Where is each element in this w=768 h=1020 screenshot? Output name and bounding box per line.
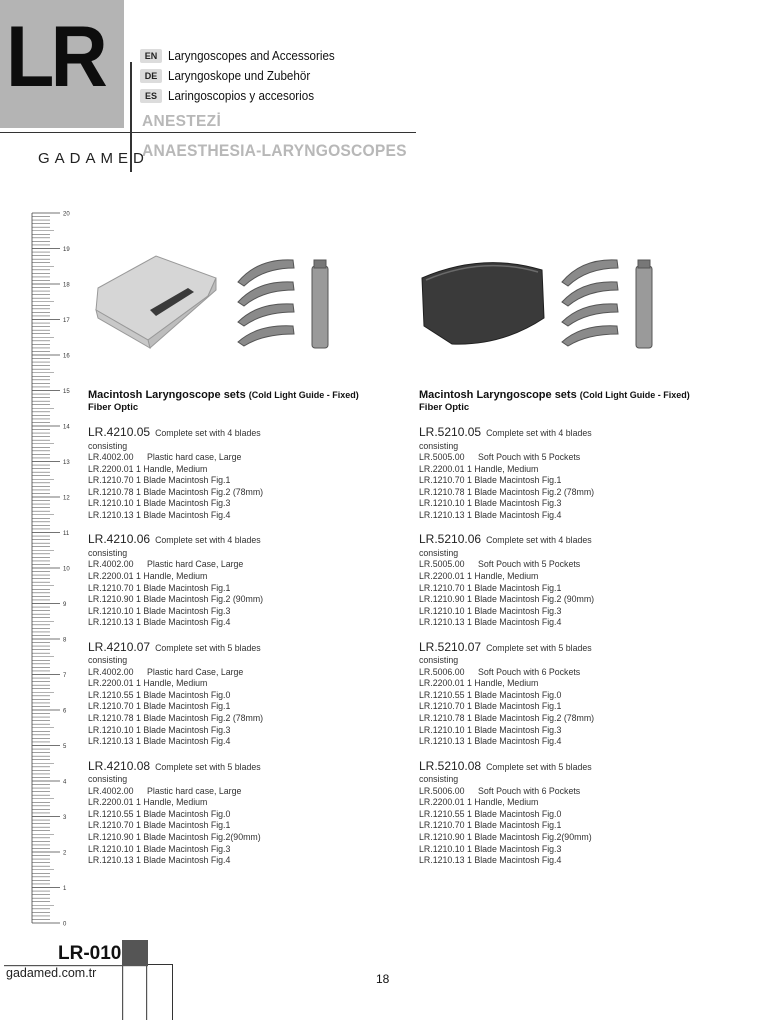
item-description: 1 Blade Macintosh Fig.0 xyxy=(136,689,231,700)
set-code: LR.4210.08 xyxy=(88,758,151,773)
set-header xyxy=(88,534,408,547)
set-description: Complete set with 4 blades xyxy=(486,535,592,546)
item-code: LR.5006.00 xyxy=(419,666,465,677)
language-badge-es: ES xyxy=(140,89,162,103)
item-code: LR.1210.13 xyxy=(88,617,134,628)
item-description: 1 Blade Macintosh Fig.1 xyxy=(136,701,231,712)
item-code: LR.1210.13 xyxy=(419,617,465,628)
footer-vertical-rule xyxy=(172,964,173,1020)
item-code: LR.1210.90 xyxy=(88,831,134,842)
set-header xyxy=(419,758,739,774)
set-item-row xyxy=(88,464,408,476)
set-item-row xyxy=(419,583,739,595)
item-code: LR.2200.01 xyxy=(88,797,134,808)
set-item-row xyxy=(419,701,739,713)
item-description: 1 Blade Macintosh Fig.1 xyxy=(136,582,231,593)
product-set xyxy=(419,534,739,628)
item-description: 1 Blade Macintosh Fig.3 xyxy=(467,843,562,854)
item-code: LR.1210.78 xyxy=(88,713,134,724)
item-description: 1 Blade Macintosh Fig.4 xyxy=(467,617,562,628)
set-item-row xyxy=(88,498,408,510)
set-code: LR.4210.06 xyxy=(88,532,151,547)
language-row-es xyxy=(140,88,325,104)
product-set xyxy=(419,758,739,867)
footer-spacer xyxy=(0,964,4,968)
ruler-label: 7 xyxy=(63,673,67,679)
product-set xyxy=(88,639,408,748)
set-description: Complete set with 5 blades xyxy=(486,642,592,653)
set-item-row xyxy=(88,820,408,832)
set-item-row xyxy=(419,678,739,690)
ruler-label: 20 xyxy=(63,211,70,218)
item-code: LR.1210.13 xyxy=(419,736,465,747)
item-description: 1 Blade Macintosh Fig.0 xyxy=(467,808,562,819)
item-description: 1 Blade Macintosh Fig.4 xyxy=(467,509,562,520)
item-code: LR.1210.70 xyxy=(419,820,465,831)
item-code: LR.1210.55 xyxy=(88,689,134,700)
item-code: LR.1210.55 xyxy=(419,689,465,700)
item-description: 1 Blade Macintosh Fig.1 xyxy=(467,582,562,593)
set-item-row xyxy=(419,809,739,821)
language-row-en xyxy=(140,48,347,64)
ruler-label: 5 xyxy=(63,744,67,750)
product-subtitle: Fiber Optic xyxy=(419,402,470,413)
ruler-label: 13 xyxy=(63,460,70,466)
set-item-row xyxy=(88,690,408,702)
item-description: 1 Blade Macintosh Fig.2 (78mm) xyxy=(467,486,595,497)
item-description: 1 Handle, Medium xyxy=(136,678,208,689)
set-header xyxy=(419,534,739,547)
item-code: LR.1210.10 xyxy=(419,843,465,854)
set-item-row xyxy=(419,786,739,798)
set-header xyxy=(419,639,739,655)
set-description: Complete set with 4 blades xyxy=(155,535,261,546)
item-code: LR.1210.55 xyxy=(419,808,465,819)
item-code: LR.1210.70 xyxy=(88,475,134,486)
item-code: LR.2200.01 xyxy=(88,678,134,689)
language-row-de xyxy=(140,68,321,84)
item-code: LR.1210.70 xyxy=(88,582,134,593)
item-code: LR.1210.90 xyxy=(419,594,465,605)
set-code: LR.5210.05 xyxy=(419,425,482,439)
set-item-row xyxy=(88,559,408,571)
item-description: 1 Blade Macintosh Fig.4 xyxy=(136,509,231,520)
set-item-row xyxy=(88,594,408,606)
item-code: LR.4002.00 xyxy=(88,785,134,796)
item-code: LR.2200.01 xyxy=(419,463,465,474)
item-code: LR.4002.00 xyxy=(88,666,134,677)
set-item-row xyxy=(419,690,739,702)
set-description: Complete set with 4 blades xyxy=(486,428,592,438)
ruler-label: 4 xyxy=(63,779,67,786)
item-description: 1 Handle, Medium xyxy=(467,678,539,689)
item-description: 1 Handle, Medium xyxy=(467,463,539,474)
set-item-row xyxy=(88,571,408,583)
product-subtitle: Fiber Optic xyxy=(88,402,139,413)
set-item-row xyxy=(88,713,408,725)
laryngoscope-blades-image xyxy=(238,260,294,346)
ruler-label: 3 xyxy=(63,815,67,821)
language-title-es: Laringoscopios y accesorios xyxy=(168,89,315,103)
website-url: gadamed.com.tr xyxy=(6,966,97,980)
item-description: 1 Blade Macintosh Fig.4 xyxy=(136,736,231,747)
set-item-row xyxy=(419,487,739,499)
item-description: 1 Handle, Medium xyxy=(136,797,208,808)
language-title-de: Laryngoskope und Zubehör xyxy=(168,69,311,83)
set-item-row xyxy=(419,559,739,571)
item-code: LR.2200.01 xyxy=(419,797,465,808)
set-item-row xyxy=(88,844,408,856)
ruler-label: 15 xyxy=(63,389,70,395)
set-header xyxy=(88,639,408,655)
item-code: LR.2200.01 xyxy=(419,678,465,689)
item-code: LR.1210.78 xyxy=(88,486,134,497)
set-item-row xyxy=(419,606,739,618)
item-code: LR.1210.13 xyxy=(88,509,134,520)
ruler-label: 17 xyxy=(63,318,70,324)
product-title xyxy=(419,389,739,401)
set-consisting-label: consisting xyxy=(88,440,128,451)
item-description: 1 Blade Macintosh Fig.2 (90mm) xyxy=(136,594,264,605)
item-description: Plastic hard case, Large xyxy=(147,785,242,796)
item-code: LR.1210.78 xyxy=(419,713,465,724)
item-code: LR.1210.55 xyxy=(88,808,134,819)
ruler-label: 10 xyxy=(63,566,70,573)
hard-case-image xyxy=(96,256,216,348)
item-code: LR.1210.90 xyxy=(419,831,465,842)
ruler-label: 12 xyxy=(63,495,70,502)
set-item-row xyxy=(88,725,408,737)
set-item-row xyxy=(88,786,408,798)
set-item-row xyxy=(419,571,739,583)
item-description: 1 Blade Macintosh Fig.1 xyxy=(467,820,562,831)
item-description: 1 Blade Macintosh Fig.0 xyxy=(136,808,231,819)
set-item-row xyxy=(88,701,408,713)
set-item-row xyxy=(88,606,408,618)
set-item-row xyxy=(419,452,739,464)
item-description: 1 Blade Macintosh Fig.1 xyxy=(467,475,562,486)
set-item-row xyxy=(88,809,408,821)
product-image-left xyxy=(88,248,338,358)
set-description: Complete set with 5 blades xyxy=(155,642,261,653)
product-title-note: (Cold Light Guide - Fixed) xyxy=(579,390,690,400)
set-code: LR.5210.06 xyxy=(419,532,482,547)
item-code: LR.1210.70 xyxy=(419,582,465,593)
item-code: LR.1210.10 xyxy=(419,605,465,616)
set-header xyxy=(88,427,408,440)
ruler-label: 14 xyxy=(63,424,70,431)
page-code: LR-010 xyxy=(58,943,122,964)
item-description: 1 Blade Macintosh Fig.4 xyxy=(136,855,231,866)
language-badge-de: DE xyxy=(140,69,162,83)
item-description: Soft Pouch with 5 Pockets xyxy=(478,559,581,570)
item-description: Soft Pouch with 6 Pockets xyxy=(478,666,581,677)
product-set xyxy=(88,534,408,628)
item-description: 1 Handle, Medium xyxy=(136,571,208,582)
product-title xyxy=(88,389,408,401)
set-item-row xyxy=(419,797,739,809)
set-code: LR.4210.07 xyxy=(88,639,151,654)
set-item-row xyxy=(419,667,739,679)
header-horizontal-rule xyxy=(0,132,416,133)
item-code: LR.1210.70 xyxy=(88,701,134,712)
set-item-row xyxy=(419,844,739,856)
product-title-note: (Cold Light Guide - Fixed) xyxy=(248,390,359,400)
item-description: 1 Blade Macintosh Fig.2 (78mm) xyxy=(136,486,264,497)
set-item-row xyxy=(419,510,739,522)
item-description: Plastic hard case, Large xyxy=(147,452,242,463)
soft-pouch-image xyxy=(422,263,544,344)
brand-logo: GADAMED xyxy=(38,150,149,167)
category-title-en: ANAESTHESIA-LARYNGOSCOPES xyxy=(142,141,407,160)
ruler-label: 19 xyxy=(63,247,70,253)
item-code: LR.5005.00 xyxy=(419,559,465,570)
item-code: LR.1210.70 xyxy=(419,475,465,486)
ruler-label: 18 xyxy=(63,282,70,289)
item-code: LR.1210.78 xyxy=(419,486,465,497)
set-item-row xyxy=(88,797,408,809)
item-description: 1 Blade Macintosh Fig.3 xyxy=(136,724,231,735)
item-code: LR.1210.10 xyxy=(88,605,134,616)
item-description: 1 Blade Macintosh Fig.2 (78mm) xyxy=(467,713,595,724)
item-description: 1 Blade Macintosh Fig.1 xyxy=(136,820,231,831)
category-title-tr: ANESTEZİ xyxy=(142,113,222,130)
ruler-label: 8 xyxy=(63,637,67,644)
set-item-row xyxy=(419,464,739,476)
ruler-label: 1 xyxy=(63,886,67,892)
set-item-row xyxy=(88,510,408,522)
set-consisting-label: consisting xyxy=(88,547,128,558)
item-description: 1 Blade Macintosh Fig.3 xyxy=(136,498,231,509)
item-code: LR.1210.13 xyxy=(419,855,465,866)
product-set xyxy=(88,758,408,867)
item-code: LR.1210.10 xyxy=(419,724,465,735)
ruler-label: 6 xyxy=(63,708,67,715)
set-item-row xyxy=(88,736,408,748)
set-item-row xyxy=(419,820,739,832)
item-description: Plastic hard Case, Large xyxy=(147,559,244,570)
set-item-row xyxy=(419,594,739,606)
item-code: LR.1210.10 xyxy=(88,843,134,854)
set-item-row xyxy=(88,452,408,464)
item-description: 1 Handle, Medium xyxy=(467,797,539,808)
set-code: LR.4210.05 xyxy=(88,425,151,439)
product-set xyxy=(88,427,408,521)
set-header xyxy=(419,427,739,440)
product-set xyxy=(419,427,739,521)
item-description: 1 Blade Macintosh Fig.3 xyxy=(467,605,562,616)
item-code: LR.1210.10 xyxy=(88,724,134,735)
item-code: LR.1210.70 xyxy=(88,820,134,831)
item-description: 1 Blade Macintosh Fig.3 xyxy=(467,498,562,509)
item-description: Soft Pouch with 5 Pockets xyxy=(478,452,581,463)
ruler-label: 9 xyxy=(63,602,67,608)
set-code: LR.5210.08 xyxy=(419,758,482,773)
item-code: LR.1210.13 xyxy=(419,509,465,520)
item-code: LR.1210.90 xyxy=(88,594,134,605)
item-description: 1 Handle, Medium xyxy=(136,463,208,474)
page-number: 18 xyxy=(376,972,390,986)
item-code: LR.2200.01 xyxy=(88,463,134,474)
item-description: 1 Blade Macintosh Fig.2(90mm) xyxy=(136,831,261,842)
laryngoscope-handle-image xyxy=(312,260,328,348)
language-title-en: Laryngoscopes and Accessories xyxy=(168,49,335,63)
set-item-row xyxy=(419,832,739,844)
set-consisting-label: consisting xyxy=(88,655,128,666)
item-code: LR.1210.10 xyxy=(419,498,465,509)
item-description: 1 Blade Macintosh Fig.0 xyxy=(467,689,562,700)
set-item-row xyxy=(419,475,739,487)
item-code: LR.1210.13 xyxy=(88,855,134,866)
item-code: LR.1210.70 xyxy=(419,701,465,712)
ruler-label: 11 xyxy=(63,531,70,537)
item-description: 1 Blade Macintosh Fig.1 xyxy=(136,475,231,486)
set-code: LR.5210.07 xyxy=(419,639,482,654)
vertical-ruler xyxy=(30,205,80,930)
set-item-row xyxy=(419,498,739,510)
set-item-row xyxy=(88,855,408,867)
set-item-row xyxy=(419,736,739,748)
set-description: Complete set with 5 blades xyxy=(486,761,592,772)
set-item-row xyxy=(88,583,408,595)
item-code: LR.5006.00 xyxy=(419,785,465,796)
set-item-row xyxy=(419,713,739,725)
ruler-label: 16 xyxy=(63,353,70,360)
set-description: Complete set with 4 blades xyxy=(155,428,261,438)
set-item-row xyxy=(88,475,408,487)
laryngoscope-blades-image xyxy=(562,260,618,346)
product-title-main: Macintosh Laryngoscope sets xyxy=(88,389,246,401)
item-description: 1 Blade Macintosh Fig.4 xyxy=(467,855,562,866)
set-consisting-label: consisting xyxy=(88,774,128,785)
product-title-main: Macintosh Laryngoscope sets xyxy=(419,389,577,401)
set-consisting-label: consisting xyxy=(419,655,459,666)
product-column-left xyxy=(88,389,408,867)
item-code: LR.2200.01 xyxy=(419,571,465,582)
set-item-row xyxy=(88,667,408,679)
product-set xyxy=(419,639,739,748)
item-description: 1 Handle, Medium xyxy=(467,571,539,582)
set-description: Complete set with 5 blades xyxy=(155,761,261,772)
item-description: 1 Blade Macintosh Fig.4 xyxy=(467,736,562,747)
set-item-row xyxy=(419,617,739,629)
footer-horizontal-rule xyxy=(148,964,173,965)
item-description: Soft Pouch with 6 Pockets xyxy=(478,785,581,796)
product-column-right xyxy=(419,389,739,867)
language-badge-en: EN xyxy=(140,49,162,63)
set-consisting-label: consisting xyxy=(419,547,459,558)
item-description: 1 Blade Macintosh Fig.2(90mm) xyxy=(467,831,592,842)
item-description: 1 Blade Macintosh Fig.3 xyxy=(136,843,231,854)
set-item-row xyxy=(88,678,408,690)
set-item-row xyxy=(419,725,739,737)
set-consisting-label: consisting xyxy=(419,440,459,451)
ruler-label: 2 xyxy=(63,850,67,857)
item-description: 1 Blade Macintosh Fig.3 xyxy=(136,605,231,616)
item-code: LR.4002.00 xyxy=(88,452,134,463)
item-description: 1 Blade Macintosh Fig.2 (78mm) xyxy=(136,713,264,724)
item-code: LR.1210.13 xyxy=(88,736,134,747)
item-code: LR.4002.00 xyxy=(88,559,134,570)
item-code: LR.2200.01 xyxy=(88,571,134,582)
item-code: LR.5005.00 xyxy=(419,452,465,463)
item-description: 1 Blade Macintosh Fig.3 xyxy=(467,724,562,735)
set-consisting-label: consisting xyxy=(419,774,459,785)
item-description: Plastic hard Case, Large xyxy=(147,666,244,677)
item-code: LR.1210.10 xyxy=(88,498,134,509)
section-index-letters: LR xyxy=(6,9,105,105)
laryngoscope-handle-image xyxy=(636,260,652,348)
product-image-right xyxy=(412,248,662,358)
item-description: 1 Blade Macintosh Fig.4 xyxy=(136,617,231,628)
ruler-label: 0 xyxy=(63,921,67,928)
item-description: 1 Blade Macintosh Fig.2 (90mm) xyxy=(467,594,595,605)
set-item-row xyxy=(88,487,408,499)
set-item-row xyxy=(88,832,408,844)
item-description: 1 Blade Macintosh Fig.1 xyxy=(467,701,562,712)
set-item-row xyxy=(88,617,408,629)
set-header xyxy=(88,758,408,774)
set-item-row xyxy=(419,855,739,867)
